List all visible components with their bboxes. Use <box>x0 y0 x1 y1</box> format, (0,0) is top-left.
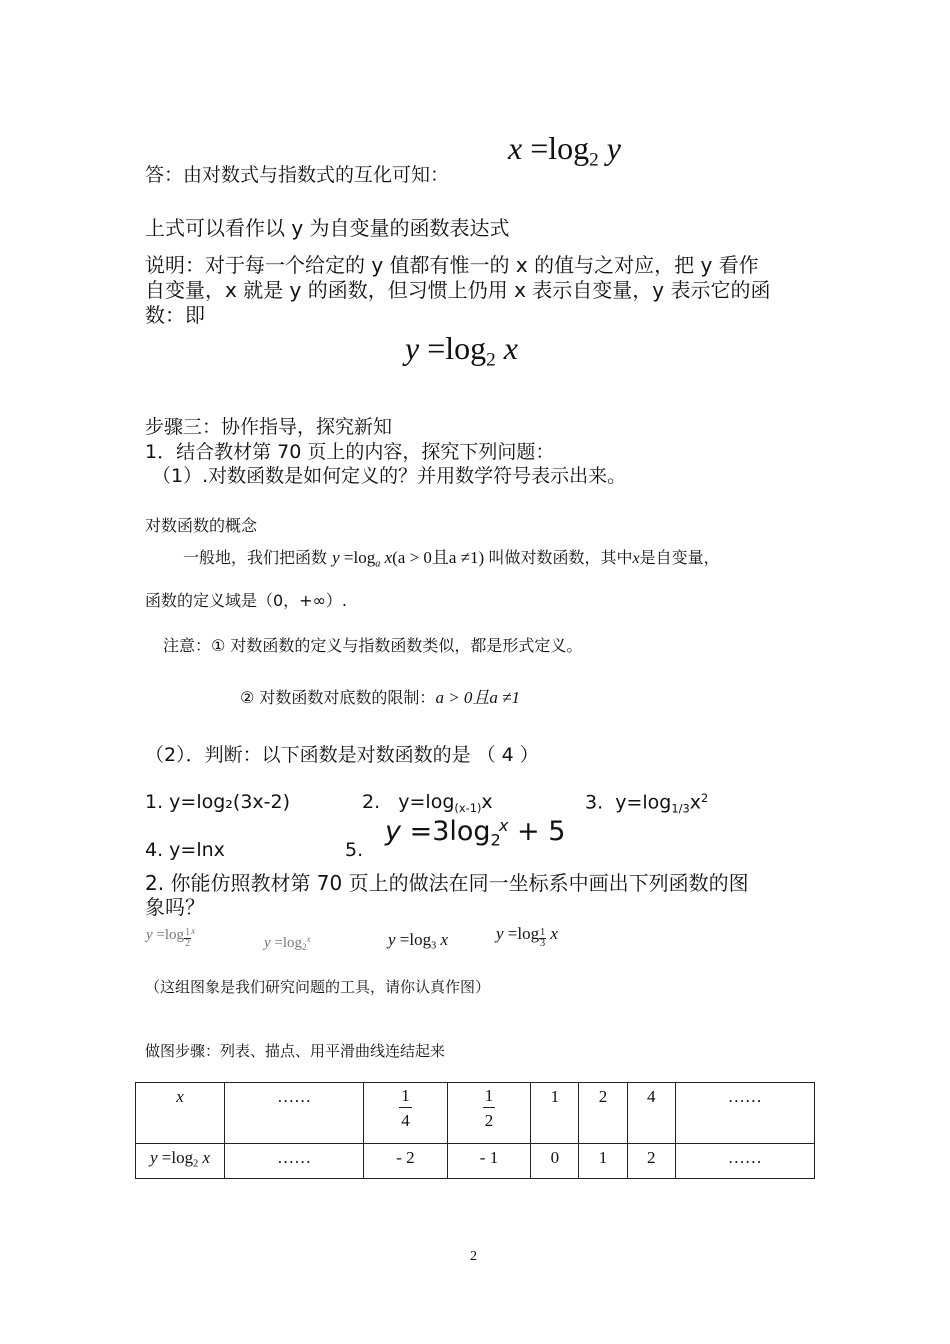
judge-option-4: 4. y=lnx <box>145 839 225 861</box>
table-cell: 1 <box>579 1144 627 1179</box>
judge-option-5-label: 5. <box>345 839 364 861</box>
independent-variable-line: 上式可以看作以 y 为自变量的函数表达式 <box>145 216 510 240</box>
table-cell: …… <box>225 1083 364 1144</box>
concept-domain: 函数的定义域是（0，+∞）. <box>145 591 348 610</box>
graph-steps: 做图步骤：列表、描点、用平滑曲线连结起来 <box>145 1042 446 1060</box>
step3-question1: （1）.对数函数是如何定义的？并用数学符号表示出来。 <box>152 465 627 487</box>
table-cell: 4 <box>627 1083 675 1144</box>
function-formula: $y =\log_2$ x <box>405 330 518 371</box>
judge-option-2: 2. $y=\log_{(x-1)}x$ <box>362 791 493 815</box>
graph-hint: （这组图象是我们研究问题的工具，请你认真作图） <box>145 978 491 996</box>
step3-title: 步骤三：协作指导，探究新知 <box>145 416 393 438</box>
q2-line-1: 2. 你能仿照教材第 70 页上的做法在同一坐标系中画出下列函数的图 <box>145 871 749 895</box>
judge-question: （2）．判断：以下函数是对数函数的是 （ 4 ） <box>145 744 539 766</box>
judge-option-1: 1. y=log₂(3x-2) <box>145 791 291 813</box>
table-cell: …… <box>675 1083 814 1144</box>
function-3: $y =\log_3$ x <box>388 930 449 952</box>
table-cell: 2 <box>579 1083 627 1144</box>
table-cell: 0 <box>531 1144 579 1179</box>
answer-prefix: 答：由对数式与指数式的互化可知： <box>145 164 450 186</box>
step3-item1: 1．结合教材第 70 页上的内容，探究下列问题： <box>145 441 555 463</box>
note-1: 注意：① 对数函数的定义与指数函数类似，都是形式定义。 <box>163 636 583 655</box>
table-row <box>136 1144 815 1179</box>
q2-line-2: 象吗？ <box>145 895 205 919</box>
explanation-line-3: 数：即 <box>145 303 205 327</box>
judge-option-3: 3. $y=\log_{1/3}x^2$ <box>585 791 709 816</box>
definition-formula: $y =\log_a$ x(a > 0且a ≠1) <box>332 548 485 570</box>
page-number: 2 <box>470 1249 477 1264</box>
judge-option-5-formula: $y =3\log_2^x + 5$ <box>385 816 566 850</box>
concept-definition: 一般地，我们把函数 $y =\log_a$ x(a > 0且a ≠1) 叫做对数函数，其中x是自变量， <box>183 548 720 570</box>
note-2: ② 对数函数对底数的限制：a > 0且a ≠1 <box>240 688 520 707</box>
function-4: y =log $\frac{1}{3}$ x <box>496 924 558 949</box>
table-cell: - 2 <box>364 1144 448 1179</box>
table-header-x: x <box>136 1083 225 1144</box>
answer-formula: $x =\log_2$ y <box>508 130 621 171</box>
concept-title: 对数函数的概念 <box>145 516 258 535</box>
table-header-y: $y =\log_2$ x <box>136 1144 225 1179</box>
values-table <box>135 1082 815 1179</box>
function-2: $y =\log_2^x$ <box>264 934 311 953</box>
table-cell: …… <box>225 1144 364 1179</box>
table-cell: 2 <box>627 1144 675 1179</box>
explanation-line-1: 说明：对于每一个给定的 y 值都有惟一的 x 的值与之对应，把 y 看作 <box>145 253 759 277</box>
table-cell: $\frac{1}{4}$ <box>364 1083 448 1144</box>
table-cell: 1 <box>531 1083 579 1144</box>
table-cell: …… <box>675 1144 814 1179</box>
function-1: y =log $\frac{1}{2}^x$ <box>146 926 196 949</box>
table-cell: - 1 <box>447 1144 531 1179</box>
explanation-line-2: 自变量，x 就是 y 的函数，但习惯上仍用 x 表示自变量，y 表示它的函 <box>145 278 771 302</box>
table-row <box>136 1083 815 1144</box>
table-cell: $\frac{1}{2}$ <box>447 1083 531 1144</box>
